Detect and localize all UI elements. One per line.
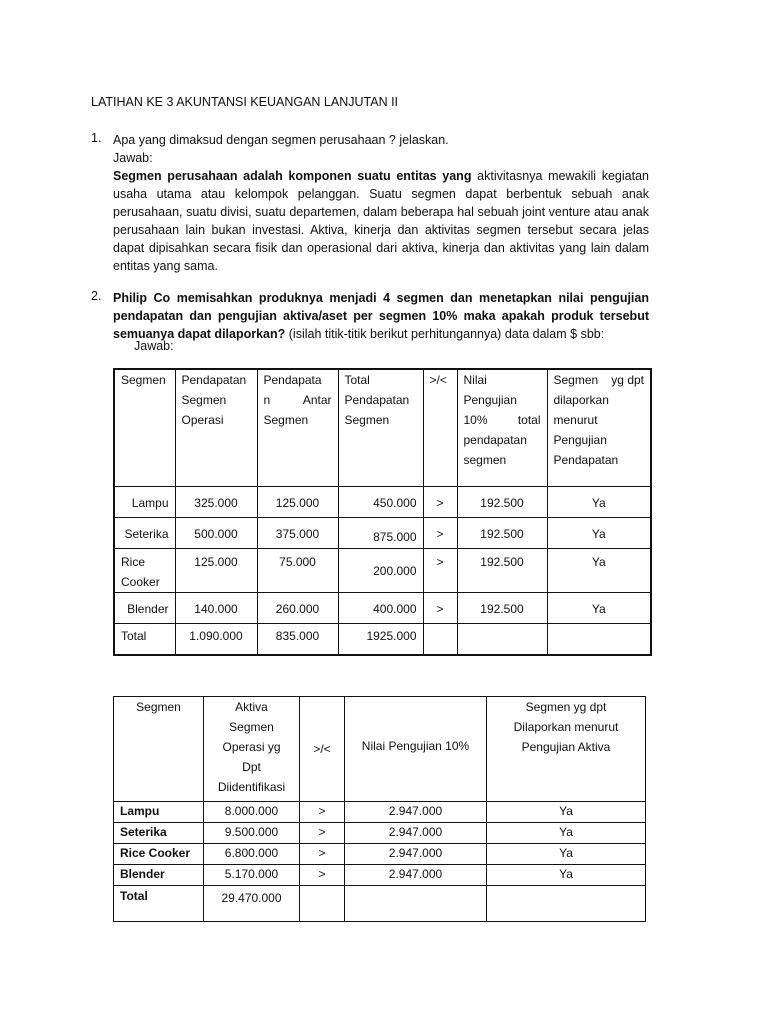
cell-lapor: Ya — [547, 593, 651, 624]
table-row — [114, 518, 651, 549]
cell-operasi: 325.000 — [175, 487, 257, 518]
q1-jawab: Jawab: — [113, 151, 153, 165]
cell-antar: 75.000 — [257, 549, 338, 593]
q2-jawab: Jawab: — [134, 339, 174, 353]
header-segmen-dilaporkan: Segmen yg dpt Dilaporkan menurut Pengujian Aktiva — [487, 697, 646, 802]
header-compare: >/< — [423, 369, 457, 487]
page-title: LATIHAN KE 3 AKUNTANSI KEUANGAN LANJUTAN II — [91, 95, 399, 109]
cell-compare: > — [300, 823, 345, 844]
empty-cell — [457, 624, 547, 655]
cell-aktiva: 5.170.000 — [204, 865, 300, 886]
q1-question: Apa yang dimaksud dengan segmen perusahaan ? jelaskan. — [113, 133, 449, 147]
header-total-pendapatan: Total Pendapatan Segmen — [338, 369, 423, 487]
cell-uji: 192.500 — [457, 487, 547, 518]
cell-operasi: 140.000 — [175, 593, 257, 624]
q2-question — [113, 289, 649, 343]
header-pendapatan-antar: Pendapata n Antar Segmen — [257, 369, 338, 487]
cell-compare: > — [300, 844, 345, 865]
total-antar: 835.000 — [257, 624, 338, 655]
cell-compare: > — [300, 802, 345, 823]
empty-cell — [487, 886, 646, 922]
cell-lapor: Ya — [547, 549, 651, 593]
empty-cell — [345, 886, 487, 922]
cell-aktiva: 9.500.000 — [204, 823, 300, 844]
cell-operasi: 500.000 — [175, 518, 257, 549]
table-row — [114, 823, 646, 844]
revenue-test-table — [113, 368, 652, 656]
cell-compare: > — [423, 487, 457, 518]
cell-segmen: Lampu — [114, 802, 204, 823]
total-label: Total — [114, 886, 204, 922]
cell-total: 200.000 — [338, 549, 423, 593]
q2-question-bold-2: apakah produk tersebut semuanya dapat dilaporkan? — [113, 309, 649, 341]
cell-total: 875.000 — [338, 518, 423, 549]
cell-compare: > — [423, 593, 457, 624]
cell-lapor: Ya — [487, 802, 646, 823]
cell-segmen: Seterika — [114, 518, 175, 549]
q2-question-rest: (isilah titik-titik berikut perhitungannya) data dalam $ sbb: — [285, 327, 605, 341]
cell-lapor: Ya — [487, 865, 646, 886]
table-row — [114, 865, 646, 886]
q1-number: 1. — [91, 131, 102, 145]
total-pendapatan: 1925.000 — [338, 624, 423, 655]
cell-compare: > — [423, 518, 457, 549]
cell-compare: > — [423, 549, 457, 593]
cell-uji: 192.500 — [457, 549, 547, 593]
header-segmen-dilaporkan: Segmen yg dpt dilaporkan menurut Pengujian Pendapatan — [547, 369, 651, 487]
table-row — [114, 844, 646, 865]
q1-answer — [113, 167, 649, 275]
cell-total: 400.000 — [338, 593, 423, 624]
cell-uji: 2.947.000 — [345, 802, 487, 823]
cell-segmen: Lampu — [114, 487, 175, 518]
empty-cell — [300, 886, 345, 922]
table-row — [114, 593, 651, 624]
cell-antar: 375.000 — [257, 518, 338, 549]
cell-lapor: Ya — [547, 518, 651, 549]
total-aktiva: 29.470.000 — [204, 886, 300, 922]
header-nilai-pengujian: Nilai Pengujian 10% total pendapatan segmen — [457, 369, 547, 487]
cell-compare: > — [300, 865, 345, 886]
header-segmen: Segmen — [114, 697, 204, 802]
cell-segmen: Rice Cooker — [114, 844, 204, 865]
cell-segmen: Blender — [114, 865, 204, 886]
cell-segmen: Seterika — [114, 823, 204, 844]
cell-aktiva: 6.800.000 — [204, 844, 300, 865]
header-pendapatan-operasi: Pendapatan Segmen Operasi — [175, 369, 257, 487]
cell-segmen: Blender — [114, 593, 175, 624]
cell-uji: 2.947.000 — [345, 823, 487, 844]
total-label: Total — [114, 624, 175, 655]
cell-uji: 192.500 — [457, 593, 547, 624]
header-nilai-pengujian: Nilai Pengujian 10% — [345, 697, 487, 802]
table-total-row — [114, 624, 651, 655]
table-header-row — [114, 369, 651, 487]
q1-answer-rest: aktivitasnya mewakili kegiatan usaha utama atau kelompok pelanggan. Suatu segmen dapat berbentuk sebuah anak perusahaan, suatu divisi, suatu departemen, dalam beberapa hal sebuah joint venture atau anak perusahaan lain bukan investasi. Aktiva, kinerja dan aktivitas segmen tersebut secara jelas dapat dipisahkan secara fisik dan operasional dari aktiva, kinerja dan aktivitas yang lain dalam entitas yang sama. — [113, 169, 649, 273]
table-row — [114, 802, 646, 823]
header-segmen: Segmen — [114, 369, 175, 487]
cell-uji: 2.947.000 — [345, 865, 487, 886]
cell-antar: 125.000 — [257, 487, 338, 518]
table-row — [114, 487, 651, 518]
cell-aktiva: 8.000.000 — [204, 802, 300, 823]
cell-segmen: Rice Cooker — [114, 549, 175, 593]
header-aktiva-segmen: Aktiva Segmen Operasi yg Dpt Diidentifikasi — [204, 697, 300, 802]
q2-number: 2. — [91, 289, 102, 303]
asset-test-table — [113, 696, 646, 922]
cell-lapor: Ya — [487, 844, 646, 865]
cell-lapor: Ya — [547, 487, 651, 518]
cell-uji: 192.500 — [457, 518, 547, 549]
total-operasi: 1.090.000 — [175, 624, 257, 655]
cell-uji: 2.947.000 — [345, 844, 487, 865]
cell-lapor: Ya — [487, 823, 646, 844]
table-header-row — [114, 697, 646, 802]
q1-answer-bold: Segmen perusahaan adalah komponen suatu entitas yang — [113, 169, 472, 183]
header-compare: >/< — [300, 697, 345, 802]
table-total-row — [114, 886, 646, 922]
empty-cell — [547, 624, 651, 655]
q2-question-bold-1: Philip Co memisahkan produknya menjadi 4 segmen dan menetapkan nilai pengujian pendapatan dan pengujian aktiva/aset per segmen 10% maka — [113, 291, 649, 323]
cell-operasi: 125.000 — [175, 549, 257, 593]
cell-total: 450.000 — [338, 487, 423, 518]
empty-cell — [423, 624, 457, 655]
cell-antar: 260.000 — [257, 593, 338, 624]
table-row — [114, 549, 651, 593]
